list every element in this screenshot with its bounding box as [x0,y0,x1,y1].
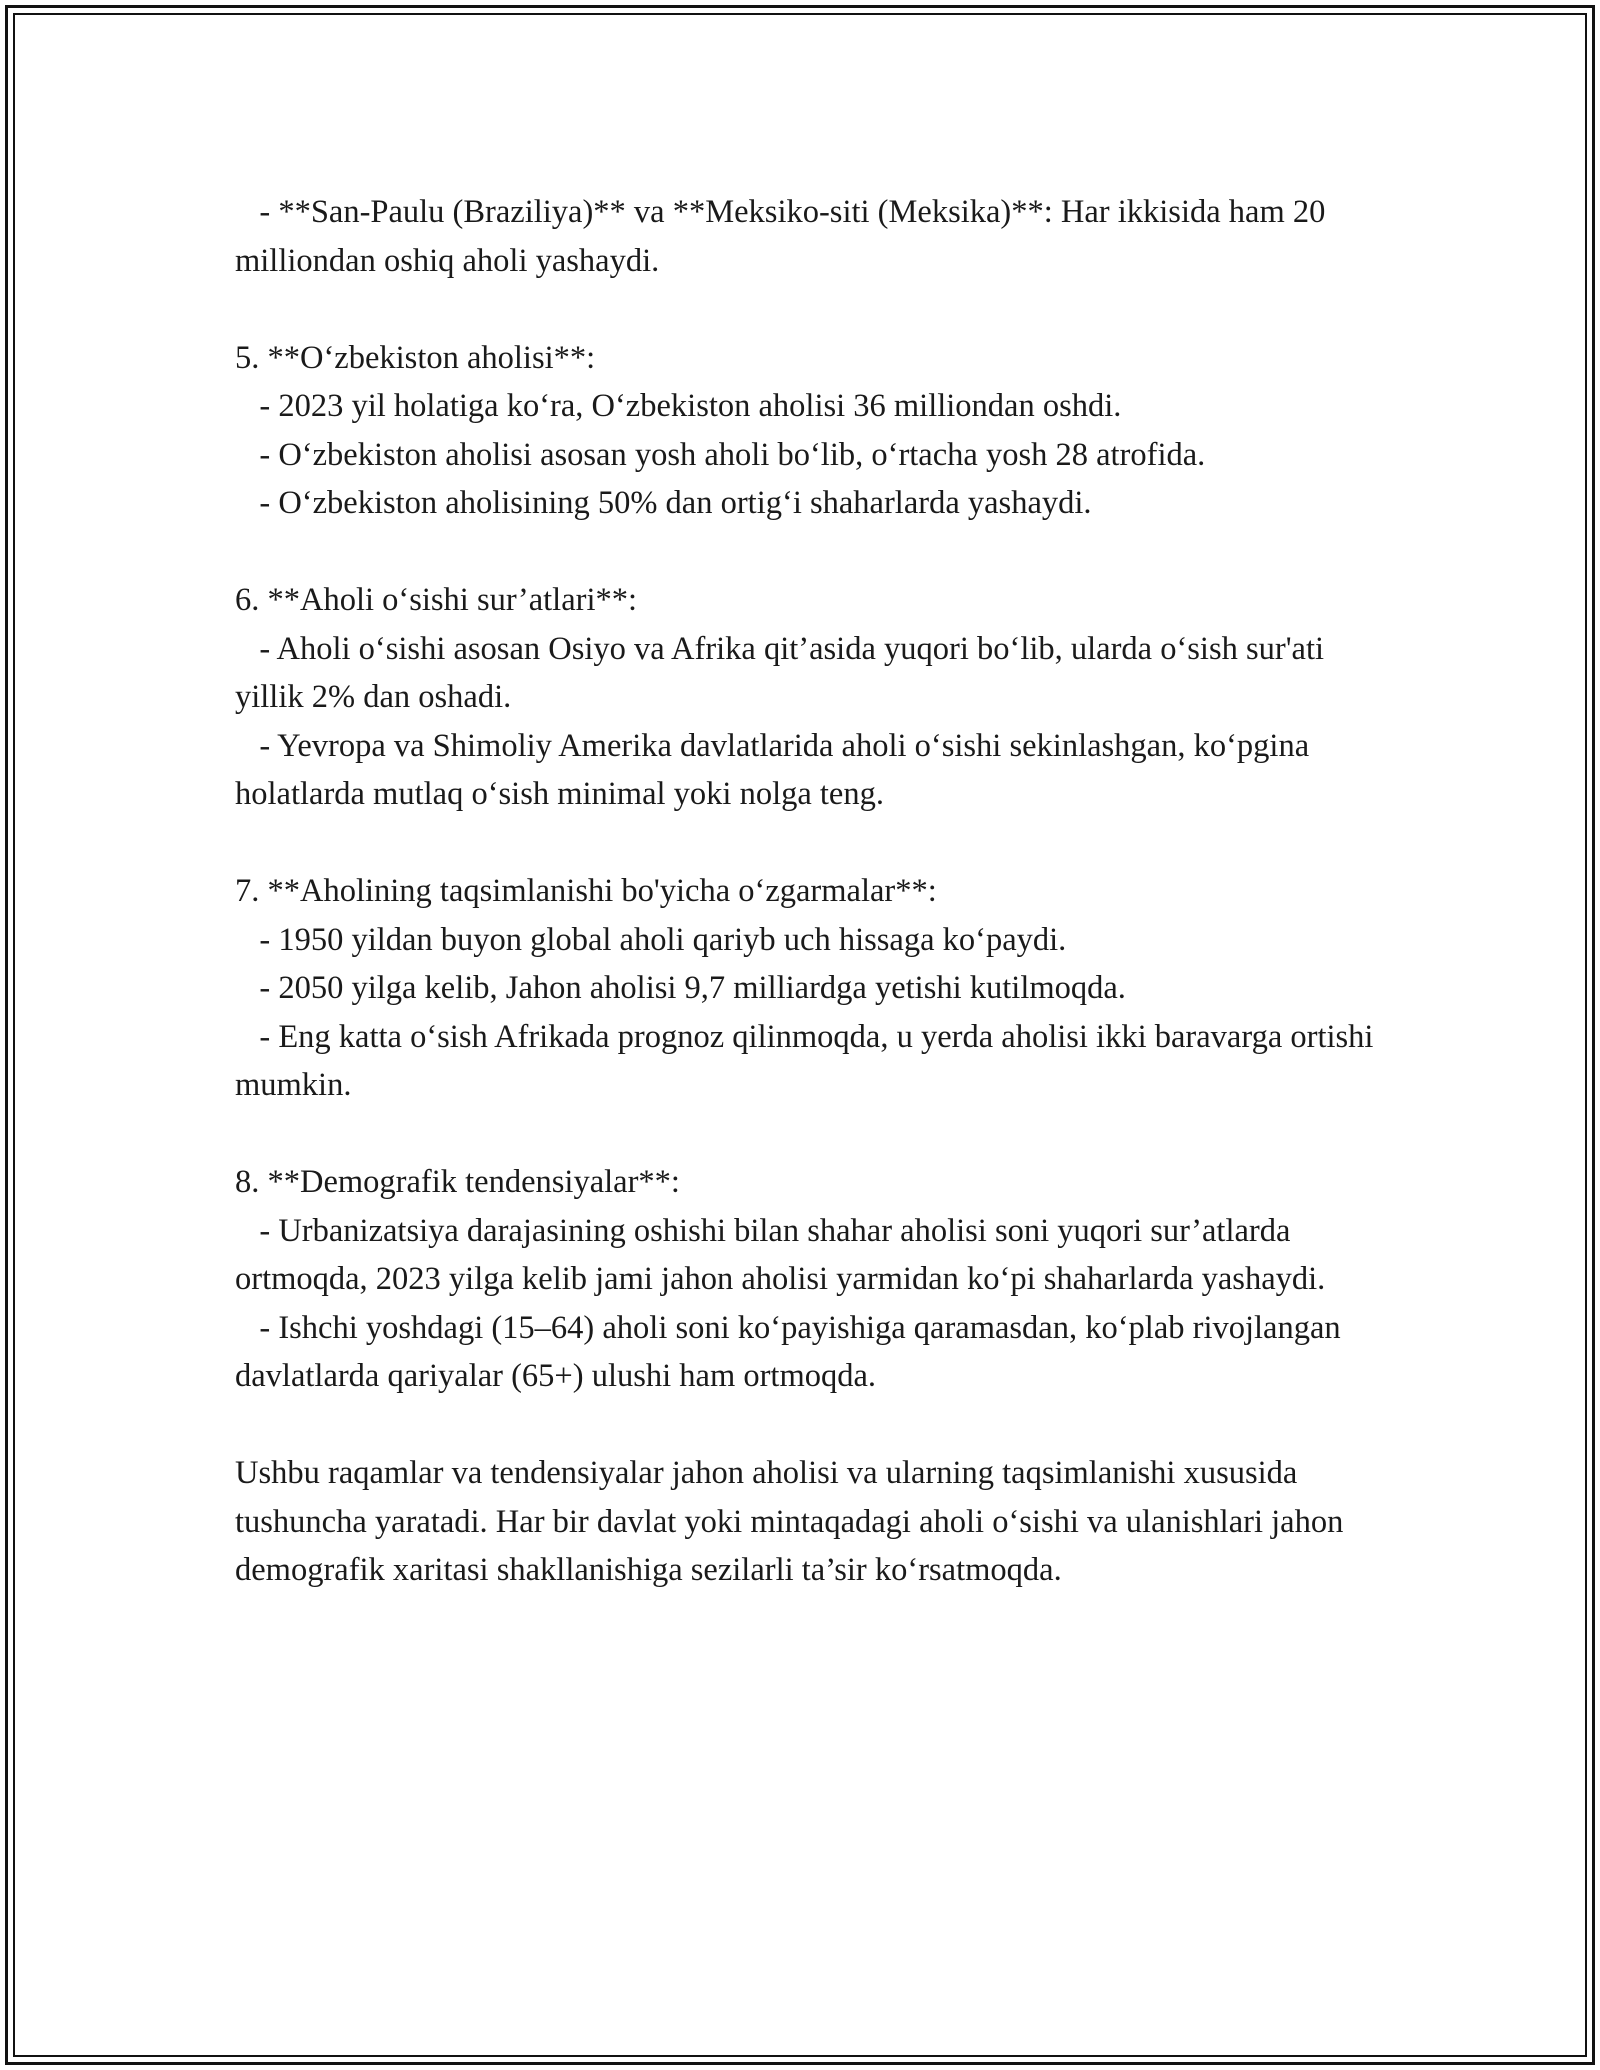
section-7-item-2: - 2050 yilga kelib, Jahon aholisi 9,7 milliardga yetishi kutilmoqda. [235,970,1126,1006]
document-body [235,188,1382,1595]
section-6-item-2: - Yevropa va Shimoliy Amerika davlatlarida aholi o‘sishi sekinlashgan, ko‘pgina holatlarda mutlaq o‘sish minimal yoki nolga teng. [235,727,1318,812]
conclusion-paragraph: Ushbu raqamlar va tendensiyalar jahon aholisi va ularning taqsimlanishi xususida tushuncha yaratadi. Har bir davlat yoki mintaqadagi aholi o‘sishi va ulanishlari jahon demografik xaritasi shakllanishiga sezilarli ta’sir ko‘rsatmoqda. [235,1455,1352,1588]
paragraph-gap [235,1110,1375,1159]
section-7-heading: 7. **Aholining taqsimlanishi bo'yicha o‘zgarmalar**: [235,873,937,909]
list-item-san-paulu: - **San-Paulu (Braziliya)** va **Meksiko-siti (Meksika)**: Har ikkisida ham 20 milliondan oshiq aholi yashaydi. [235,194,1334,279]
section-6-item-1: - Aholi o‘sishi asosan Osiyo va Afrika qit’asida yuqori bo‘lib, ularda o‘sish sur'ati yillik 2% dan oshadi. [235,630,1333,715]
paragraph-gap [235,1401,1375,1450]
paragraph-gap [235,528,1375,577]
section-8-item-2: - Ishchi yoshdagi (15–64) aholi soni ko‘payishiga qaramasdan, ko‘plab rivojlangan davlatlarda qariyalar (65+) ulushi ham ortmoqda. [235,1309,1349,1394]
section-8-heading: 8. **Demografik tendensiyalar**: [235,1164,680,1200]
section-7-item-3: - Eng katta o‘sish Afrikada prognoz qilinmoqda, u yerda aholisi ikki baravarga ortishi mumkin. [235,1018,1382,1103]
section-7-item-1: - 1950 yildan buyon global aholi qariyb uch hissaga ko‘paydi. [235,921,1067,958]
section-5-item-3: - O‘zbekiston aholisining 50% dan ortig‘i shaharlarda yashaydi. [235,485,1092,521]
section-5-item-2: - O‘zbekiston aholisi asosan yosh aholi bo‘lib, o‘rtacha yosh 28 atrofida. [235,436,1206,473]
paragraph-gap [235,819,1375,868]
section-8-item-1: - Urbanizatsiya darajasining oshishi bilan shahar aholisi soni yuqori sur’atlarda ortmoqda, 2023 yilga kelib jami jahon aholisi yarmidan ko‘pi shaharlarda yashaydi. [235,1212,1326,1297]
paragraph-gap [235,285,1375,334]
section-5-heading: 5. **O‘zbekiston aholisi**: [235,339,596,376]
section-6-heading: 6. **Aholi o‘sishi sur’atlari**: [235,582,637,618]
section-5-item-1: - 2023 yil holatiga ko‘ra, O‘zbekiston aholisi 36 milliondan oshdi. [235,388,1122,424]
